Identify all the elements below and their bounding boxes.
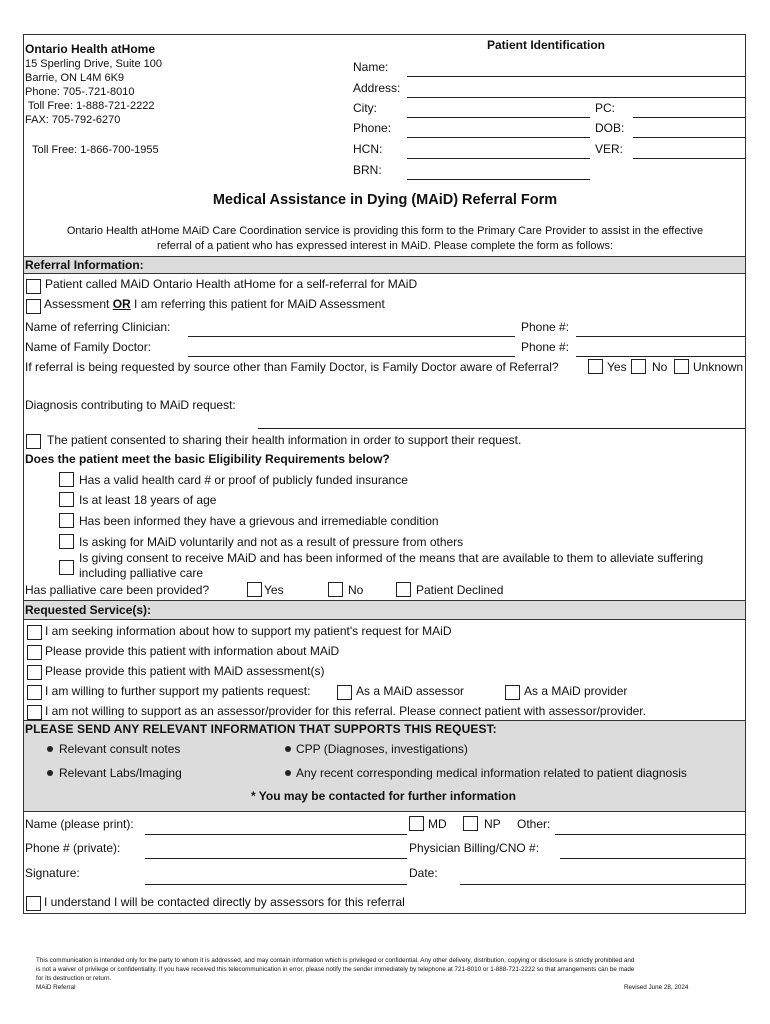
- as-assessor-checkbox[interactable]: [337, 685, 352, 700]
- elig-condition-checkbox[interactable]: [59, 513, 74, 528]
- org-tollfree1: Toll Free: 1-888-721-2222: [25, 100, 155, 112]
- aware-unknown-checkbox[interactable]: [674, 359, 689, 374]
- patient-city-field[interactable]: [407, 117, 590, 118]
- footer-revised-date: Revised June 28, 2024: [624, 984, 689, 991]
- billing-field[interactable]: [560, 858, 745, 859]
- patient-phone-label: Phone:: [353, 121, 392, 135]
- palliative-question: Has palliative care been provided?: [25, 583, 210, 597]
- service-assessment-label: Please provide this patient with MAiD assessment(s): [45, 664, 325, 678]
- family-doctor-phone-field[interactable]: [576, 356, 745, 357]
- service-info-support-label: I am seeking information about how to support my patient's request for MAiD: [45, 624, 452, 638]
- family-doctor-phone-label: Phone #:: [521, 340, 570, 354]
- aware-no-label: No: [652, 360, 668, 374]
- elig-voluntary-label: Is asking for MAiD voluntarily and not as a result of pressure from others: [79, 535, 464, 549]
- eligibility-question: Does the patient meet the basic Eligibility Requirements below?: [25, 452, 390, 466]
- patient-pc-field[interactable]: [633, 117, 745, 118]
- form-title: Medical Assistance in Dying (MAiD) Referral Form: [212, 192, 558, 208]
- aware-yes-checkbox[interactable]: [588, 359, 603, 374]
- org-name: Ontario Health atHome: [25, 42, 156, 56]
- patient-hcn-field[interactable]: [407, 158, 590, 159]
- palliative-declined-label: Patient Declined: [416, 583, 504, 597]
- patient-city-label: City:: [353, 101, 377, 115]
- service-info-support-checkbox[interactable]: [27, 625, 42, 640]
- palliative-declined-checkbox[interactable]: [396, 582, 411, 597]
- assessment-referral-checkbox[interactable]: [26, 299, 41, 314]
- service-willing-label: I am willing to further support my patients request:: [45, 684, 311, 698]
- family-doctor-label: Name of Family Doctor:: [25, 340, 152, 354]
- md-checkbox[interactable]: [409, 816, 424, 831]
- patient-phone-field[interactable]: [407, 137, 590, 138]
- palliative-no-label: No: [348, 583, 364, 597]
- send-labs-imaging: Relevant Labs/Imaging: [59, 766, 182, 780]
- service-info-patient-label: Please provide this patient with information about MAiD: [45, 644, 340, 658]
- printed-name-label: Name (please print):: [25, 817, 134, 831]
- signature-label: Signature:: [25, 866, 80, 880]
- bullet-icon: [285, 770, 291, 776]
- printed-name-field[interactable]: [145, 834, 407, 835]
- md-label: MD: [428, 817, 447, 831]
- org-phone: Phone: 705-.721-8010: [25, 86, 135, 98]
- elig-health-card-label: Has a valid health card # or proof of publicly funded insurance: [79, 473, 408, 487]
- understand-checkbox[interactable]: [26, 896, 41, 911]
- as-assessor-label: As a MAiD assessor: [356, 684, 465, 698]
- bullet-icon: [47, 770, 53, 776]
- patient-dob-label: DOB:: [595, 121, 625, 135]
- np-checkbox[interactable]: [463, 816, 478, 831]
- send-consult-notes: Relevant consult notes: [59, 742, 181, 756]
- patient-ver-label: VER:: [595, 142, 624, 156]
- org-fax: FAX: 705-792-6270: [25, 114, 121, 126]
- footer-disclaimer-line1: This communication is intended only for the party to whom it is addressed, and may contain information which is privileged or confidential. Any other delivery, distribution, copying or disclosure is strictly prohibited and: [36, 957, 635, 964]
- service-assessment-checkbox[interactable]: [27, 665, 42, 680]
- np-label: NP: [484, 817, 501, 831]
- aware-unknown-label: Unknown: [693, 360, 744, 374]
- date-label: Date:: [409, 866, 438, 880]
- date-field[interactable]: [460, 884, 745, 885]
- elig-age-label: Is at least 18 years of age: [79, 493, 217, 507]
- patient-brn-field[interactable]: [407, 179, 590, 180]
- patient-ver-field[interactable]: [633, 158, 745, 159]
- service-not-willing-label: I am not willing to support as an assessor/provider for this referral. Please connect patient with assessor/provider.: [45, 704, 646, 718]
- send-cpp: CPP (Diagnoses, investigations): [296, 742, 468, 756]
- family-doctor-field[interactable]: [188, 356, 515, 357]
- aware-yes-label: Yes: [607, 360, 627, 374]
- billing-label: Physician Billing/CNO #:: [409, 841, 540, 855]
- services-header-label: Requested Service(s):: [25, 603, 152, 617]
- palliative-yes-checkbox[interactable]: [247, 582, 262, 597]
- aware-no-checkbox[interactable]: [631, 359, 646, 374]
- diagnosis-field[interactable]: [258, 428, 745, 429]
- footer-disclaimer-line3: for its destruction or return.: [36, 975, 112, 982]
- elig-health-card-checkbox[interactable]: [59, 472, 74, 487]
- service-willing-checkbox[interactable]: [27, 685, 42, 700]
- other-field[interactable]: [555, 834, 745, 835]
- patient-brn-label: BRN:: [353, 163, 382, 177]
- patient-id-title: Patient Identification: [487, 38, 606, 52]
- contact-note: * You may be contacted for further information: [251, 789, 516, 803]
- signature-field[interactable]: [145, 884, 407, 885]
- assessment-referral-label: Assessment OR I am referring this patient for MAiD Assessment: [44, 297, 385, 311]
- self-referral-label: Patient called MAiD Ontario Health atHome for a self-referral for MAiD: [45, 277, 418, 291]
- service-not-willing-checkbox[interactable]: [27, 705, 42, 720]
- footer-form-name: MAiD Referral: [36, 984, 76, 991]
- self-referral-checkbox[interactable]: [26, 279, 41, 294]
- as-provider-checkbox[interactable]: [505, 685, 520, 700]
- referral-header-label: Referral Information:: [25, 258, 144, 272]
- org-address2: Barrie, ON L4M 6K9: [25, 72, 125, 84]
- bullet-icon: [285, 746, 291, 752]
- elig-informed-consent-label: Is giving consent to receive MAiD and has been informed of the means that are available to them to alleviate suffering: [79, 551, 704, 565]
- footer-disclaimer-line2: is not a waiver of privilege or confidentiality. If you have received this telecommunication in error, please notify the sender immediately by telephone at 721-8010 or 1-888-721-2222 so that arrangements can be made: [36, 966, 635, 973]
- referring-clinician-label: Name of referring Clinician:: [25, 320, 171, 334]
- elig-condition-label: Has been informed they have a grievous and irremediable condition: [79, 514, 439, 528]
- private-phone-label: Phone # (private):: [25, 841, 121, 855]
- understand-label: I understand I will be contacted directly by assessors for this referral: [44, 895, 405, 909]
- clinician-phone-label: Phone #:: [521, 320, 570, 334]
- clinician-phone-field[interactable]: [576, 336, 745, 337]
- palliative-no-checkbox[interactable]: [328, 582, 343, 597]
- elig-age-checkbox[interactable]: [59, 492, 74, 507]
- referring-clinician-field[interactable]: [188, 336, 515, 337]
- other-label: Other:: [517, 817, 551, 831]
- patient-hcn-label: HCN:: [353, 142, 383, 156]
- palliative-yes-label: Yes: [264, 583, 284, 597]
- form-intro-line2: referral of a patient who has expressed interest in MAiD. Please complete the form as follows:: [156, 240, 614, 252]
- patient-name-label: Name:: [353, 60, 389, 74]
- org-tollfree2: Toll Free: 1-866-700-1955: [32, 144, 159, 156]
- consent-checkbox[interactable]: [26, 434, 41, 449]
- send-recent-info: Any recent corresponding medical information related to patient diagnosis: [296, 766, 687, 780]
- patient-pc-label: PC:: [595, 101, 616, 115]
- service-info-patient-checkbox[interactable]: [27, 645, 42, 660]
- patient-dob-field[interactable]: [633, 137, 745, 138]
- send-info-header: PLEASE SEND ANY RELEVANT INFORMATION THAT SUPPORTS THIS REQUEST:: [25, 722, 497, 736]
- patient-address-label: Address:: [353, 81, 401, 95]
- bullet-icon: [47, 746, 53, 752]
- family-doctor-aware-question: If referral is being requested by source other than Family Doctor, is Family Doctor aware of Referral?: [25, 360, 559, 374]
- patient-name-field[interactable]: [407, 76, 745, 77]
- elig-informed-consent-checkbox[interactable]: [59, 560, 74, 575]
- elig-voluntary-checkbox[interactable]: [59, 534, 74, 549]
- form-intro-line1: Ontario Health atHome MAiD Care Coordination service is providing this form to the Primary Care Provider to assist in the effective: [66, 225, 704, 237]
- consent-label: The patient consented to sharing their health information in order to support their request.: [47, 433, 522, 447]
- private-phone-field[interactable]: [145, 858, 407, 859]
- org-address1: 15 Sperling Drive, Suite 100: [25, 58, 162, 70]
- elig-informed-consent-label-cont: including palliative care: [79, 566, 204, 580]
- patient-address-field[interactable]: [407, 97, 745, 98]
- diagnosis-label: Diagnosis contributing to MAiD request:: [25, 398, 236, 412]
- as-provider-label: As a MAiD provider: [524, 684, 628, 698]
